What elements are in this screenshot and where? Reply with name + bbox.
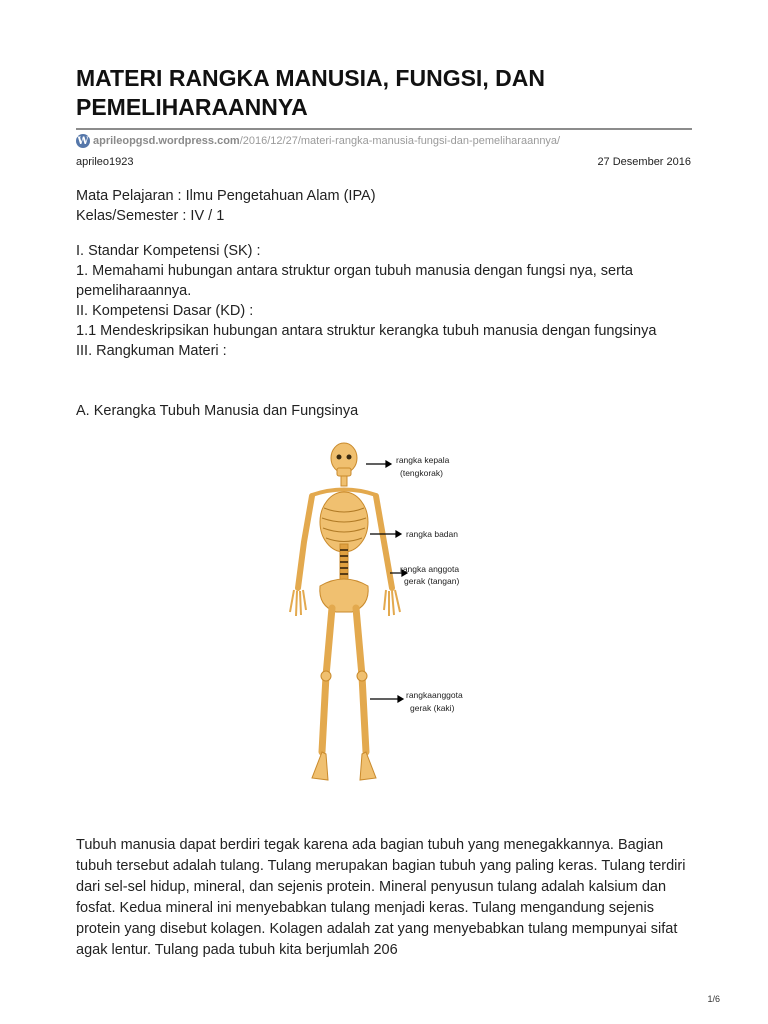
left-knee-shape bbox=[321, 671, 331, 681]
pelvis-shape bbox=[320, 579, 368, 612]
kd-text: 1.1 Mendeskripsikan hubungan antara struktur kerangka tubuh manusia dengan fungsinya bbox=[76, 323, 657, 339]
page-number: 1/6 bbox=[707, 994, 720, 1004]
intro-block bbox=[76, 186, 696, 226]
author: aprileo1923 bbox=[76, 156, 134, 168]
label-leg-2: gerak (kaki) bbox=[410, 703, 455, 713]
subject-line: Mata Pelajaran : Ilmu Pengetahuan Alam (IPA) bbox=[76, 188, 376, 204]
right-foot-shape bbox=[360, 752, 376, 780]
label-head-1: rangka kepala bbox=[396, 455, 450, 465]
sk-heading: I. Standar Kompetensi (SK) : bbox=[76, 243, 261, 259]
jaw-shape bbox=[337, 468, 351, 476]
label-leg-1: rangkaanggota bbox=[406, 690, 463, 700]
class-line: Kelas/Semester : IV / 1 bbox=[76, 208, 225, 224]
title-divider bbox=[76, 128, 692, 130]
right-arm-shape bbox=[376, 496, 392, 588]
skeleton-illustration bbox=[290, 443, 400, 780]
publish-date: 27 Desember 2016 bbox=[597, 156, 691, 168]
left-foot-shape bbox=[312, 752, 328, 780]
page-title: MATERI RANGKA MANUSIA, FUNGSI, DAN PEMELIHARAANNYA bbox=[76, 65, 545, 120]
left-arm-shape bbox=[298, 496, 312, 588]
label-body: rangka badan bbox=[406, 529, 458, 539]
body-paragraph: Tubuh manusia dapat berdiri tegak karena ada bagian tubuh yang menegakkannya. Bagian tubuh tersebut adalah tulang. Tulang merupakan bagian tubuh yang paling keras. Tulang terdiri dari sel-sel hidup, mineral, dan sejenis protein. Mineral penyusun tulang adalah kalsium dan fosfat. Kedua mineral ini menyebabkan tulang menjadi keras. Tulang mengandung sejenis protein yang disebut kolagen. Kolagen adalah zat yang menyebabkan tulang mempunyai sifat agak lentur. Tulang pada tubuh kita berjumlah 206 bbox=[76, 837, 686, 958]
right-knee-shape bbox=[357, 671, 367, 681]
skeleton-figure bbox=[282, 440, 502, 800]
source-domain[interactable]: aprileopgsd.wordpress.com bbox=[93, 135, 240, 147]
source-path[interactable]: /2016/12/27/materi-rangka-manusia-fungsi-dan-pemeliharaannya/ bbox=[239, 135, 561, 147]
sk-text: 1. Memahami hubungan antara struktur organ tubuh manusia dengan fungsi nya, serta pemeliharaannya. bbox=[76, 263, 633, 299]
kd-heading: II. Kompetensi Dasar (KD) : bbox=[76, 303, 254, 319]
label-arm-1: rangka anggota bbox=[400, 564, 460, 574]
label-head-2: (tengkorak) bbox=[400, 468, 443, 478]
figure-annotations bbox=[366, 461, 407, 702]
label-arm-2: gerak (tangan) bbox=[404, 576, 460, 586]
section-a-heading: A. Kerangka Tubuh Manusia dan Fungsinya bbox=[76, 403, 359, 419]
wordpress-logo-icon: W bbox=[77, 135, 89, 147]
summary-heading: III. Rangkuman Materi : bbox=[76, 343, 227, 359]
competency-block bbox=[76, 241, 696, 361]
source-url[interactable] bbox=[76, 133, 560, 149]
neck-shape bbox=[341, 476, 347, 486]
